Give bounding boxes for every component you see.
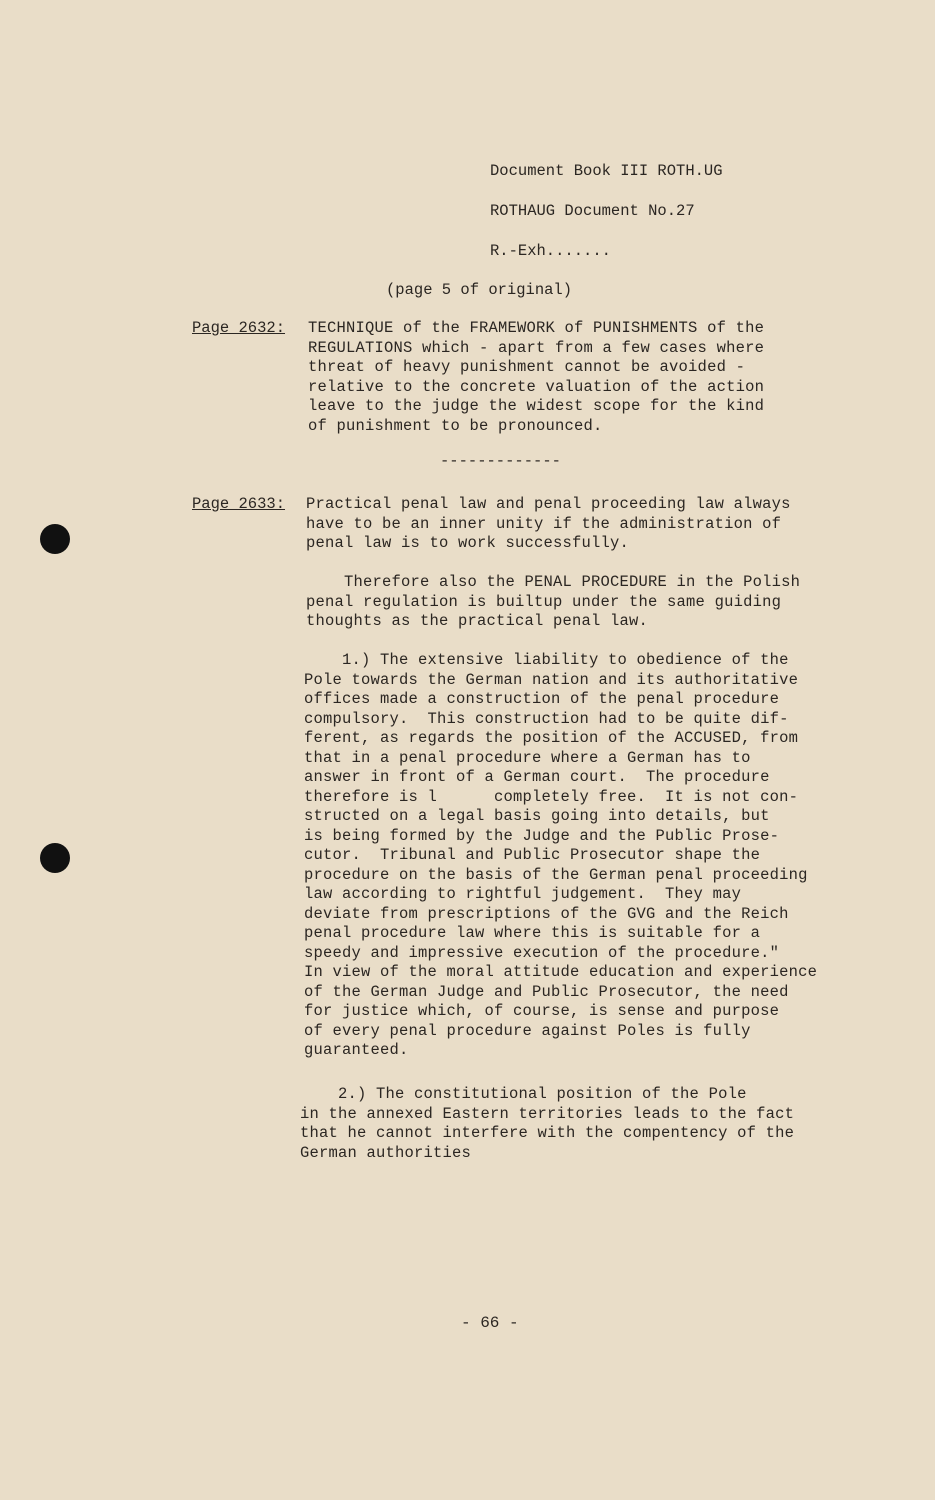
text-line: ferent, as regards the position of the ACCUSED, from	[304, 729, 799, 747]
text-line: cutor. Tribunal and Public Prosecutor shape the	[304, 846, 761, 864]
text-line: in the annexed Eastern territories leads to the fact	[300, 1104, 795, 1123]
binder-hole	[40, 524, 70, 554]
text-line: German authorities	[300, 1143, 472, 1162]
text-line: relative to the concrete valuation of the action	[308, 377, 765, 396]
page-reference-2632: Page 2632:	[192, 319, 286, 337]
text-line: that he cannot interfere with the compentency of the	[300, 1124, 795, 1142]
section-2633-para-1	[306, 495, 791, 554]
text-line: 1.) The extensive liability to obedience of the	[304, 651, 789, 669]
text-line: TECHNIQUE of the FRAMEWORK of PUNISHMENTS of the	[308, 319, 765, 337]
binder-hole	[40, 843, 70, 873]
section-divider: -------------	[440, 452, 561, 470]
text-line: penal regulation is builtup under the same guiding	[306, 592, 782, 611]
text-line: speedy and impressive execution of the procedure."	[304, 943, 780, 962]
text-line: threat of heavy punishment cannot be avoided -	[308, 358, 746, 376]
text-line: offices made a construction of the penal procedure	[304, 690, 780, 708]
text-line: structed on a legal basis going into details, but	[304, 807, 770, 825]
section-2633-para-3	[304, 651, 817, 1061]
text-line: therefore is l completely free. It is not con-	[304, 787, 799, 806]
text-line: that in a penal procedure where a German has to	[304, 748, 751, 767]
page-reference-2633: Page 2633:	[192, 495, 286, 513]
text-line: Pole towards the German nation and its authoritative	[304, 670, 799, 689]
text-line: have to be an inner unity if the administration of	[306, 514, 782, 533]
text-line: for justice which, of course, is sense and purpose	[304, 1002, 780, 1020]
text-line: law according to rightful judgement. They may	[304, 885, 742, 903]
text-line: Therefore also the PENAL PROCEDURE in the Polish	[306, 573, 801, 591]
text-line: compulsory. This construction had to be quite dif-	[304, 709, 789, 728]
text-line: penal procedure law where this is suitable for a	[304, 924, 761, 942]
exhibit-number: R.-Exh.......	[490, 242, 611, 260]
text-line: deviate from prescriptions of the GVG and the Reich	[304, 904, 789, 923]
page-number: - 66 -	[461, 1314, 519, 1332]
text-line: 2.) The constitutional position of the Pole	[300, 1085, 747, 1103]
text-line: In view of the moral attitude education and experience	[304, 963, 818, 981]
text-line: thoughts as the practical penal law.	[306, 612, 649, 630]
document-number: ROTHAUG Document No.27	[490, 202, 695, 220]
text-line: answer in front of a German court. The procedure	[304, 768, 770, 786]
text-line: penal law is to work successfully.	[306, 534, 630, 552]
text-line: guaranteed.	[304, 1041, 409, 1059]
text-line: procedure on the basis of the German penal proceeding	[304, 865, 808, 884]
section-2633-para-4	[300, 1085, 794, 1163]
text-line: of every penal procedure against Poles is fully	[304, 1021, 751, 1040]
text-line: leave to the judge the widest scope for the kind	[308, 397, 765, 415]
text-line: of the German Judge and Public Prosecutor, the need	[304, 982, 789, 1001]
document-book-label: Document Book III ROTH.UG	[490, 162, 723, 180]
text-line: is being formed by the Judge and the Public Prose-	[304, 826, 780, 845]
section-2632-text	[308, 319, 764, 436]
text-line: Practical penal law and penal proceeding law always	[306, 495, 791, 513]
original-page-note: (page 5 of original)	[386, 281, 573, 299]
section-2633-para-2	[306, 573, 800, 632]
text-line: REGULATIONS which - apart from a few cases where	[308, 338, 765, 357]
text-line: of punishment to be pronounced.	[308, 416, 603, 435]
